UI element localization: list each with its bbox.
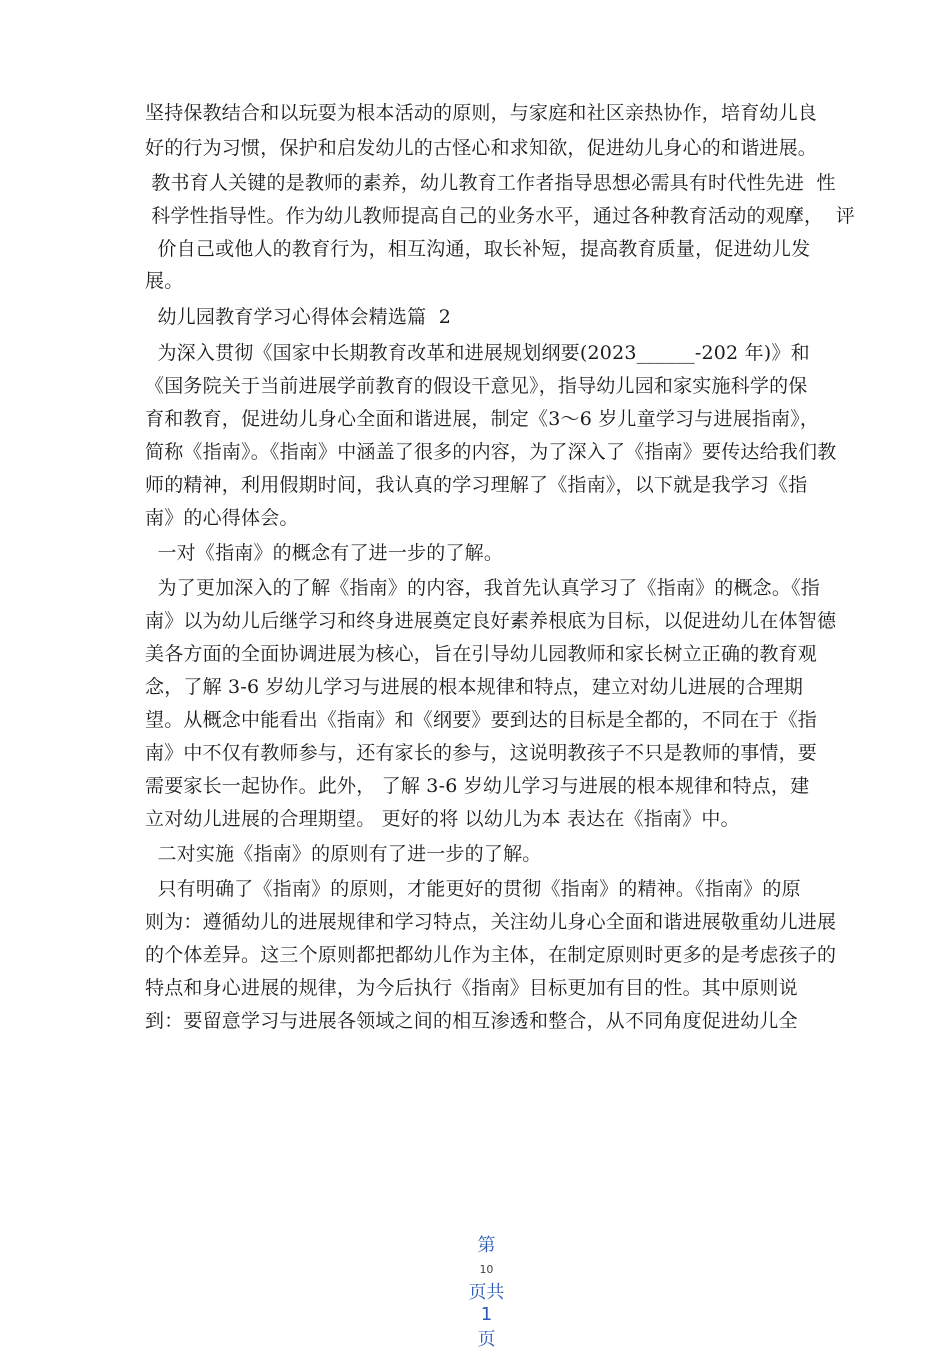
text-line: 特点和身心进展的规律，为今后执行《指南》目标更加有目的性。其中原则说 [145, 977, 798, 999]
page-footer [0, 1210, 950, 1372]
text-line: 育和教育，促进幼儿身心全面和谐进展，制定《3～6 岁儿童学习与进展指南》， [145, 408, 820, 430]
text-line: 简称《指南》。《指南》中涵盖了很多的内容，为了深入了《指南》要传达给我们教 [145, 441, 837, 463]
section-heading: 幼儿园教育学习心得体会精选篇 2 [145, 306, 452, 328]
footer-total: 1 [480, 1304, 493, 1325]
text-line: 为了更加深入的了解《指南》的内容，我首先认真学习了《指南》的概念。《指 [145, 577, 820, 599]
text-line: 只有明确了《指南》的原则，才能更好的贯彻《指南》的精神。《指南》的原 [145, 878, 801, 900]
text-line: 立对幼儿进展的合理期望。 更好的将 以幼儿为本 表达在《指南》中。 [145, 808, 740, 830]
text-line: 则为：遵循幼儿的进展规律和学习特点，关注幼儿身心全面和谐进展敬重幼儿进展 [145, 911, 837, 933]
footer-page-number: 10 [479, 1263, 494, 1276]
text-line: 《国务院关于当前进展学前教育的假设干意见》，指导幼儿园和家实施科学的保 [145, 375, 808, 397]
text-line: 望。从概念中能看出《指南》和《纲要》要到达的目标是全都的，不同在于《指 [145, 709, 818, 731]
text-line: 坚持保教结合和以玩耍为根本活动的原则，与家庭和社区亲热协作，培育幼儿良 [145, 102, 818, 124]
subsection-heading: 一对《指南》的概念有了进一步的了解。 [145, 542, 504, 564]
subsection-heading: 二对实施《指南》的原则有了进一步的了解。 [145, 843, 542, 865]
text-line: 科学性指导性。作为幼儿教师提高自己的业务水平，通过各种教育活动的观摩， 评 [145, 205, 855, 227]
text-line: 教书育人关键的是教师的素养，幼儿教育工作者指导思想必需具有时代性先进 性 [145, 172, 836, 194]
footer-middle: 页共 [468, 1282, 505, 1303]
text-line: 师的精神，利用假期时间，我认真的学习理解了《指南》，以下就是我学习《指 [145, 474, 808, 496]
text-line: 美各方面的全面协调进展为核心，旨在引导幼儿园教师和家长树立正确的教育观 [145, 643, 818, 665]
text-line: 价自己或他人的教育行为，相互沟通，取长补短，提高教育质量，促进幼儿发 [145, 238, 811, 260]
text-line: 南》以为幼儿后继学习和终身进展奠定良好素养根底为目标，以促进幼儿在体智德 [145, 610, 837, 632]
text-line: 为深入贯彻《国家中长期教育改革和进展规划纲要(2023______-202 年)》和 [145, 342, 810, 364]
text-line: 念，了解 3-6 岁幼儿学习与进展的根本规律和特点，建立对幼儿进展的合理期 [145, 676, 804, 698]
text-line: 南》中不仅有教师参与，还有家长的参与，这说明教孩子不只是教师的事情，要 [145, 742, 818, 764]
text-line: 展。 [145, 270, 184, 292]
footer-prefix: 第 [477, 1235, 496, 1256]
text-line: 好的行为习惯，保护和启发幼儿的古怪心和求知欲，促进幼儿身心的和谐进展。 [145, 137, 818, 159]
text-line: 需要家长一起协作。此外， 了解 3-6 岁幼儿学习与进展的根本规律和特点，建 [145, 775, 810, 797]
text-line: 南》的心得体会。 [145, 507, 299, 529]
text-line: 的个体差异。这三个原则都把都幼儿作为主体，在制定原则时更多的是考虑孩子的 [145, 944, 837, 966]
text-line: 到：要留意学习与进展各领域之间的相互渗透和整合，从不同角度促进幼儿全 [145, 1010, 798, 1032]
footer-suffix: 页 [477, 1329, 496, 1350]
